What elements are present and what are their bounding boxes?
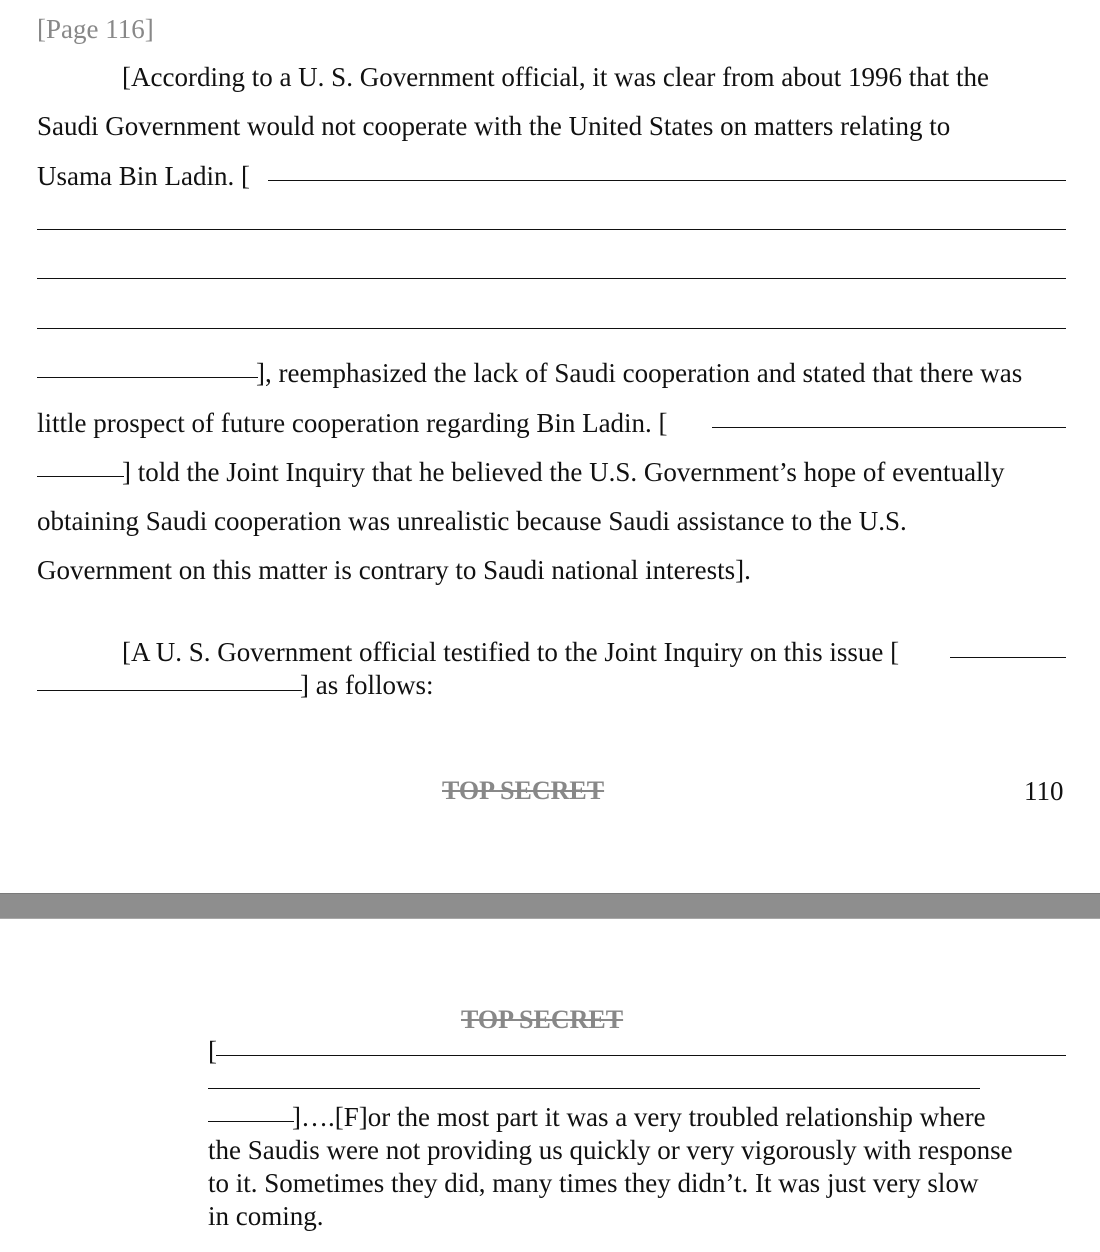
quote-line-4: the Saudis were not providing us quickly or very vigorously with response (208, 1135, 1013, 1165)
paragraph-2-line-1: [A U. S. Government official testified to the Joint Inquiry on this issue [ (122, 637, 900, 667)
paragraph-1-line-1: [According to a U. S. Government official, it was clear from about 1996 that the (122, 62, 990, 92)
redaction-line (37, 278, 1066, 279)
page-header: [Page 116] (37, 14, 154, 44)
page-number: 110 (1024, 776, 1064, 806)
redaction-line (712, 427, 1066, 428)
redaction-line (208, 1121, 294, 1122)
paragraph-1-line-3: Usama Bin Ladin. [ (37, 161, 250, 191)
paragraph-1-line-2: Saudi Government would not cooperate with the United States on matters relating to (37, 111, 951, 141)
redaction-line (37, 690, 302, 691)
redaction-line (37, 328, 1066, 329)
page-divider (0, 893, 1100, 919)
paragraph-1-line-10: obtaining Saudi cooperation was unrealistic because Saudi assistance to the U.S. (37, 506, 907, 536)
redaction-line (37, 377, 258, 378)
header-classification: TOP SECRET (461, 1005, 624, 1034)
paragraph-1-line-11: Government on this matter is contrary to Saudi national interests]. (37, 555, 751, 585)
quote-open-bracket: [ (208, 1036, 217, 1066)
quote-line-5: to it. Sometimes they did, many times they didn’t. It was just very slow (208, 1168, 979, 1198)
redaction-line (216, 1055, 1066, 1056)
redaction-line (37, 229, 1066, 230)
paragraph-1-line-7: ], reemphasized the lack of Saudi cooperation and stated that there was (256, 358, 1023, 388)
paragraph-2-line-2: ] as follows: (300, 670, 434, 700)
quote-line-6: in coming. (208, 1201, 324, 1231)
paragraph-1-line-8: little prospect of future cooperation regarding Bin Ladin. [ (37, 408, 668, 438)
quote-line-3: ]….[F]or the most part it was a very troubled relationship where (292, 1102, 986, 1132)
redaction-line (950, 657, 1066, 658)
footer-classification: TOP SECRET (442, 776, 605, 805)
paragraph-1-line-9: ] told the Joint Inquiry that he believed the U.S. Government’s hope of eventually (122, 457, 1005, 487)
redaction-line (208, 1088, 980, 1089)
redaction-line (268, 180, 1066, 181)
redaction-line (37, 476, 124, 477)
